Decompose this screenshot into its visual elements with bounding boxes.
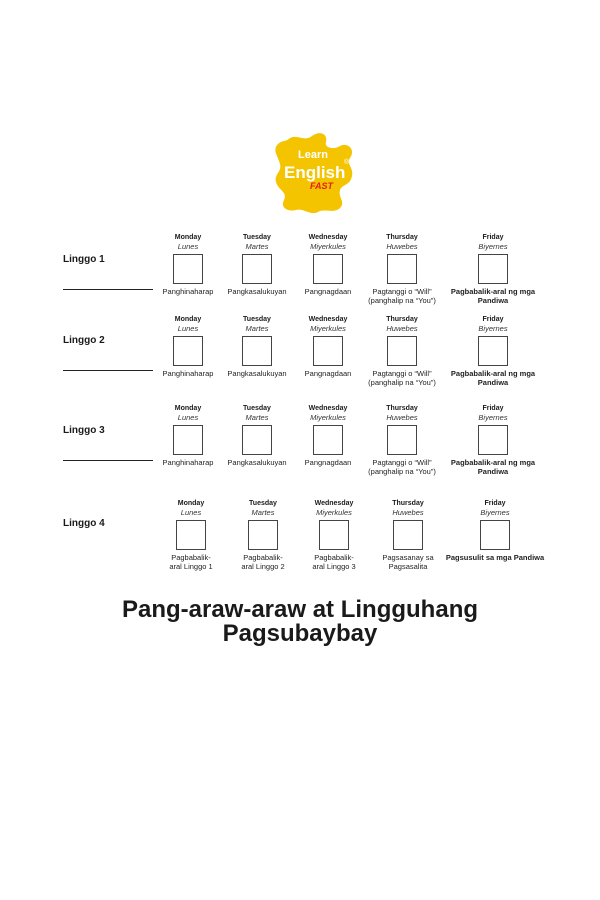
checkbox[interactable] — [248, 520, 278, 550]
day-cell-tuesday — [222, 315, 292, 378]
day-name-tagalog: Martes — [245, 413, 269, 422]
checkbox[interactable] — [480, 520, 510, 550]
checkbox[interactable] — [387, 336, 417, 366]
day-cell-wednesday — [295, 404, 361, 467]
day-name-tagalog: Miyerkules — [310, 413, 346, 422]
checkbox[interactable] — [319, 520, 349, 550]
checkbox[interactable] — [242, 254, 272, 284]
day-name-tagalog: Biyernes — [480, 508, 510, 517]
checkbox[interactable] — [173, 336, 203, 366]
day-name-tagalog: Martes — [245, 242, 269, 251]
checkbox[interactable] — [173, 425, 203, 455]
day-name-english: Tuesday — [243, 316, 271, 323]
day-name-tagalog: Miyerkules — [310, 324, 346, 333]
checkbox[interactable] — [393, 520, 423, 550]
checkbox[interactable] — [242, 336, 272, 366]
day-cell-wednesday — [295, 315, 361, 378]
day-name-tagalog: Martes — [245, 324, 269, 333]
day-cell-friday — [440, 499, 550, 562]
logo-fast-text: FAST — [310, 181, 334, 191]
day-cell-friday — [443, 233, 543, 305]
checkbox[interactable] — [176, 520, 206, 550]
day-name-english: Friday — [482, 405, 504, 412]
lesson-caption: Panghinaharap — [162, 287, 214, 296]
day-cell-wednesday — [295, 233, 361, 296]
checkbox[interactable] — [478, 336, 508, 366]
week-label: Linggo 1 — [63, 254, 105, 265]
lesson-caption: Pagbabalik-aral ng mga Pandiwa — [450, 369, 536, 387]
day-name-tagalog: Huwebes — [386, 324, 418, 333]
checkbox[interactable] — [478, 254, 508, 284]
lesson-caption: Pagbabalik-aral Linggo 3 — [312, 553, 356, 571]
checkbox[interactable] — [313, 336, 343, 366]
day-name-tagalog: Biyernes — [478, 413, 508, 422]
page-title — [0, 598, 600, 646]
lesson-caption: Panghinaharap — [162, 369, 214, 378]
logo-english-text: English — [284, 163, 346, 182]
day-name-tagalog: Biyernes — [478, 242, 508, 251]
day-cell-tuesday — [228, 499, 298, 571]
checkbox[interactable] — [242, 425, 272, 455]
day-cell-tuesday — [222, 233, 292, 296]
day-name-tagalog: Lunes — [177, 242, 199, 251]
day-name-tagalog: Miyerkules — [310, 242, 346, 251]
day-name-tagalog: Huwebes — [386, 242, 418, 251]
checkbox[interactable] — [313, 254, 343, 284]
day-name-tagalog: Biyernes — [478, 324, 508, 333]
day-name-tagalog: Lunes — [180, 508, 202, 517]
lesson-caption: Pagtanggi o “Will” (panghalip na “You”) — [368, 458, 436, 476]
week-label: Linggo 3 — [63, 425, 105, 436]
day-cell-thursday — [362, 315, 442, 387]
day-name-english: Monday — [174, 405, 202, 412]
week-label: Linggo 2 — [63, 335, 105, 346]
day-name-tagalog: Lunes — [177, 324, 199, 333]
day-name-english: Tuesday — [243, 405, 271, 412]
day-cell-friday — [443, 315, 543, 387]
day-cell-monday — [155, 233, 221, 296]
day-cell-thursday — [362, 404, 442, 476]
day-cell-tuesday — [222, 404, 292, 467]
week-signature-line — [63, 370, 153, 371]
lesson-caption: Pangkasalukuyan — [227, 458, 287, 467]
lesson-caption: Pangkasalukuyan — [227, 369, 287, 378]
day-name-tagalog: Miyerkules — [316, 508, 352, 517]
day-cell-friday — [450, 404, 536, 476]
day-name-english: Friday — [482, 316, 504, 323]
checkbox[interactable] — [173, 254, 203, 284]
day-name-english: Thursday — [386, 234, 418, 241]
logo-registered-mark: ® — [344, 159, 350, 166]
day-name-english: Wednesday — [308, 405, 348, 412]
lesson-caption: Pagtanggi o “Will” (panghalip na “You”) — [368, 369, 436, 387]
checkbox[interactable] — [387, 425, 417, 455]
day-cell-monday — [155, 315, 221, 378]
lesson-caption: Pagsusulit sa mga Pandiwa — [445, 553, 545, 562]
day-cell-monday — [158, 499, 224, 571]
day-name-english: Friday — [484, 500, 506, 507]
day-name-english: Wednesday — [308, 234, 348, 241]
learn-english-fast-logo — [268, 128, 360, 216]
day-name-english: Thursday — [386, 405, 418, 412]
week-label: Linggo 4 — [63, 518, 105, 529]
lesson-caption: Pangnagdaan — [304, 287, 352, 296]
lesson-caption: Panghinaharap — [162, 458, 214, 467]
day-name-tagalog: Huwebes — [392, 508, 424, 517]
page-title-line-2: Pagsubaybay — [222, 620, 378, 647]
lesson-caption: Pagtanggi o “Will” (panghalip na “You”) — [368, 287, 436, 305]
day-name-english: Monday — [174, 316, 202, 323]
lesson-caption: Pangnagdaan — [304, 369, 352, 378]
day-name-english: Tuesday — [249, 500, 277, 507]
lesson-caption: Pagsasanay sa Pagsasalita — [382, 553, 434, 571]
checkbox[interactable] — [313, 425, 343, 455]
day-cell-thursday — [362, 233, 442, 305]
lesson-caption: Pagbabalik-aral Linggo 2 — [241, 553, 285, 571]
checkbox[interactable] — [387, 254, 417, 284]
day-name-english: Wednesday — [314, 500, 354, 507]
day-cell-wednesday — [299, 499, 369, 571]
day-cell-thursday — [372, 499, 444, 571]
day-name-english: Friday — [482, 234, 504, 241]
lesson-caption: Pagbabalik-aral ng mga Pandiwa — [450, 458, 536, 476]
day-name-tagalog: Martes — [251, 508, 275, 517]
lesson-caption: Pangkasalukuyan — [227, 287, 287, 296]
logo-learn-text: Learn — [298, 149, 328, 161]
week-signature-line — [63, 460, 153, 461]
lesson-caption: Pagbabalik-aral Linggo 1 — [169, 553, 213, 571]
day-name-english: Tuesday — [243, 234, 271, 241]
day-name-english: Wednesday — [308, 316, 348, 323]
lesson-caption: Pagbabalik-aral ng mga Pandiwa — [450, 287, 536, 305]
week-signature-line — [63, 289, 153, 290]
day-cell-monday — [155, 404, 221, 467]
page-title-line-1: Pang-araw-araw at Lingguhang — [121, 596, 479, 623]
day-name-english: Monday — [174, 234, 202, 241]
day-name-tagalog: Lunes — [177, 413, 199, 422]
day-name-english: Monday — [177, 500, 205, 507]
day-name-english: Thursday — [386, 316, 418, 323]
day-name-english: Thursday — [392, 500, 424, 507]
checkbox[interactable] — [478, 425, 508, 455]
day-name-tagalog: Huwebes — [386, 413, 418, 422]
lesson-caption: Pangnagdaan — [304, 458, 352, 467]
